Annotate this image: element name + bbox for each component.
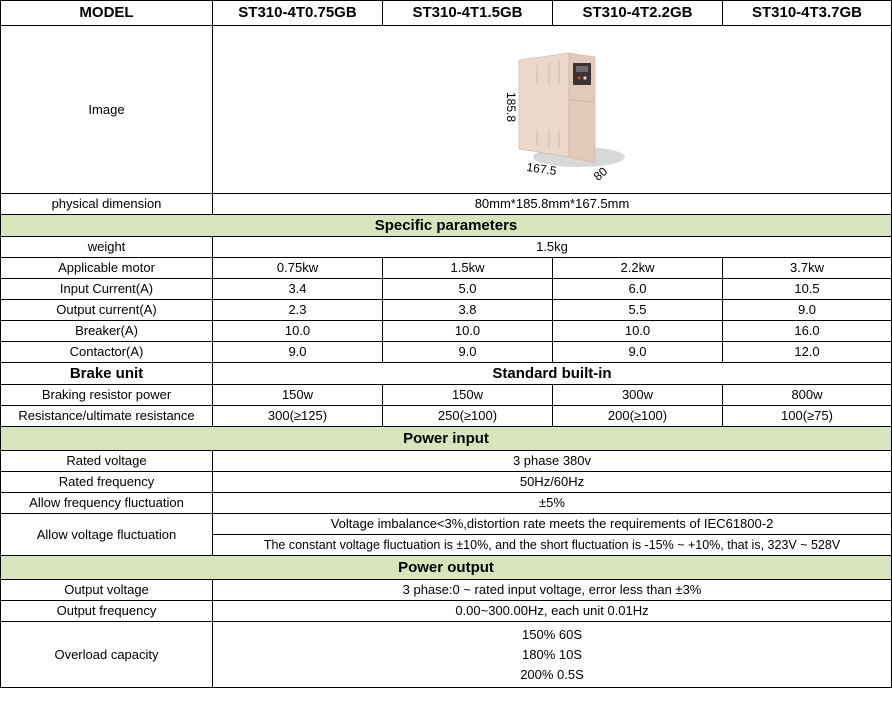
resistance-label: Resistance/ultimate resistance xyxy=(1,406,213,427)
rated-voltage-value: 3 phase 380v xyxy=(213,451,892,472)
breaker-label: Breaker(A) xyxy=(1,321,213,342)
output-current-label: Output current(A) xyxy=(1,300,213,321)
input-current-2: 5.0 xyxy=(383,279,553,300)
freq-fluct-row xyxy=(1,493,892,514)
input-current-label: Input Current(A) xyxy=(1,279,213,300)
braking-resistor-label: Braking resistor power xyxy=(1,385,213,406)
image-label: Image xyxy=(1,26,213,194)
inverter-drawing xyxy=(499,45,639,185)
volt-fluct-row-1 xyxy=(1,514,892,535)
breaker-3: 10.0 xyxy=(553,321,723,342)
rated-frequency-row xyxy=(1,472,892,493)
output-current-row xyxy=(1,300,892,321)
input-current-1: 3.4 xyxy=(213,279,383,300)
weight-value: 1.5kg xyxy=(213,237,892,258)
model-4: ST310-4T3.7GB xyxy=(723,1,892,26)
resistance-4: 100(≥75) xyxy=(723,406,892,427)
brake-unit-row xyxy=(1,363,892,385)
model-2: ST310-4T1.5GB xyxy=(383,1,553,26)
resistance-row xyxy=(1,406,892,427)
header-row xyxy=(1,1,892,26)
breaker-4: 16.0 xyxy=(723,321,892,342)
overload-label: Overload capacity xyxy=(1,622,213,688)
section-power-output xyxy=(1,556,892,580)
freq-fluct-label: Allow frequency fluctuation xyxy=(1,493,213,514)
output-current-3: 5.5 xyxy=(553,300,723,321)
dim-height-label: 185.8 xyxy=(504,91,518,122)
output-frequency-value: 0.00~300.00Hz, each unit 0.01Hz xyxy=(213,601,892,622)
resistance-2: 250(≥100) xyxy=(383,406,553,427)
volt-fluct-line-2: The constant voltage fluctuation is ±10%, and the short fluctuation is -15% ~ +10%, that is, 323V ~ 528V xyxy=(213,535,892,556)
resistance-3: 200(≥100) xyxy=(553,406,723,427)
image-cell xyxy=(213,26,892,194)
contactor-2: 9.0 xyxy=(383,342,553,363)
physical-dimension-label: physical dimension xyxy=(1,194,213,215)
model-label: MODEL xyxy=(1,1,213,26)
applicable-motor-3: 2.2kw xyxy=(553,258,723,279)
physical-dimension-row xyxy=(1,194,892,215)
applicable-motor-row xyxy=(1,258,892,279)
section-power-output-title: Power output xyxy=(1,556,892,580)
applicable-motor-4: 3.7kw xyxy=(723,258,892,279)
braking-resistor-2: 150w xyxy=(383,385,553,406)
volt-fluct-label: Allow voltage fluctuation xyxy=(1,514,213,556)
overload-value-2: 180% 10S xyxy=(522,646,582,662)
physical-dimension-value: 80mm*185.8mm*167.5mm xyxy=(213,194,892,215)
applicable-motor-label: Applicable motor xyxy=(1,258,213,279)
output-frequency-row xyxy=(1,601,892,622)
applicable-motor-2: 1.5kw xyxy=(383,258,553,279)
contactor-label: Contactor(A) xyxy=(1,342,213,363)
section-power-input-title: Power input xyxy=(1,427,892,451)
braking-resistor-row xyxy=(1,385,892,406)
output-current-4: 9.0 xyxy=(723,300,892,321)
braking-resistor-1: 150w xyxy=(213,385,383,406)
model-1: ST310-4T0.75GB xyxy=(213,1,383,26)
model-3: ST310-4T2.2GB xyxy=(553,1,723,26)
overload-values xyxy=(213,622,892,688)
contactor-4: 12.0 xyxy=(723,342,892,363)
overload-value-1: 150% 60S xyxy=(522,626,582,642)
applicable-motor-1: 0.75kw xyxy=(213,258,383,279)
volt-fluct-line-1: Voltage imbalance<3%,distortion rate meets the requirements of IEC61800-2 xyxy=(213,514,892,535)
rated-voltage-label: Rated voltage xyxy=(1,451,213,472)
output-voltage-value: 3 phase:0 ~ rated input voltage, error less than ±3% xyxy=(213,580,892,601)
brake-unit-label: Brake unit xyxy=(1,363,213,385)
output-frequency-label: Output frequency xyxy=(1,601,213,622)
overload-row xyxy=(1,622,892,688)
weight-label: weight xyxy=(1,237,213,258)
braking-resistor-3: 300w xyxy=(553,385,723,406)
section-power-input xyxy=(1,427,892,451)
weight-row xyxy=(1,237,892,258)
image-row xyxy=(1,26,892,194)
rated-voltage-row xyxy=(1,451,892,472)
freq-fluct-value: ±5% xyxy=(213,493,892,514)
rated-frequency-label: Rated frequency xyxy=(1,472,213,493)
resistance-1: 300(≥125) xyxy=(213,406,383,427)
section-specific xyxy=(1,215,892,237)
output-current-2: 3.8 xyxy=(383,300,553,321)
section-specific-title: Specific parameters xyxy=(1,215,892,237)
breaker-2: 10.0 xyxy=(383,321,553,342)
dim-width-label: 80 xyxy=(590,163,611,184)
contactor-3: 9.0 xyxy=(553,342,723,363)
braking-resistor-4: 800w xyxy=(723,385,892,406)
dim-depth-label: 167.5 xyxy=(525,159,558,178)
contactor-1: 9.0 xyxy=(213,342,383,363)
output-current-1: 2.3 xyxy=(213,300,383,321)
input-current-3: 6.0 xyxy=(553,279,723,300)
breaker-row xyxy=(1,321,892,342)
overload-value-3: 200% 0.5S xyxy=(520,666,584,682)
breaker-1: 10.0 xyxy=(213,321,383,342)
rated-frequency-value: 50Hz/60Hz xyxy=(213,472,892,493)
contactor-row xyxy=(1,342,892,363)
output-voltage-row xyxy=(1,580,892,601)
input-current-4: 10.5 xyxy=(723,279,892,300)
output-voltage-label: Output voltage xyxy=(1,580,213,601)
input-current-row xyxy=(1,279,892,300)
brake-unit-value: Standard built-in xyxy=(213,363,892,385)
